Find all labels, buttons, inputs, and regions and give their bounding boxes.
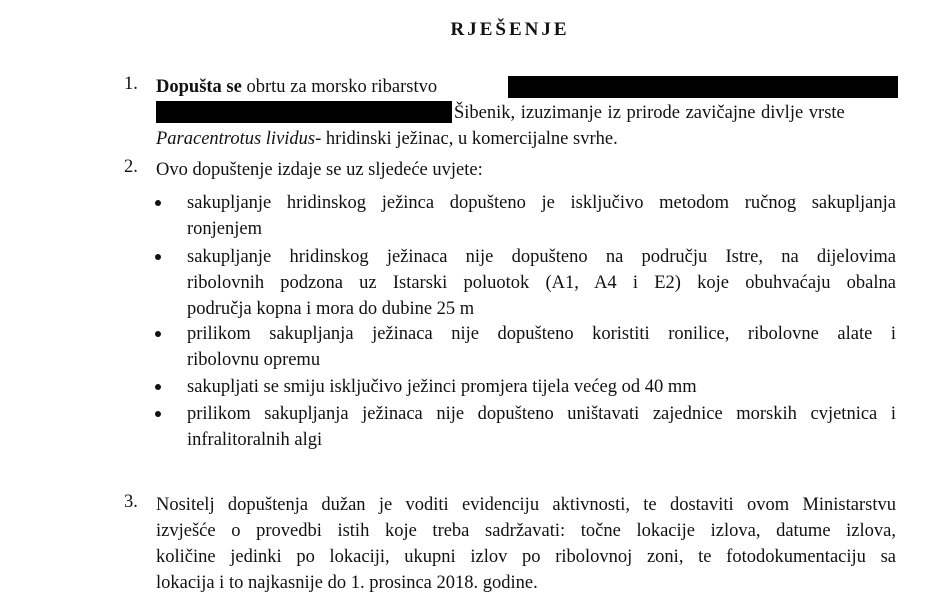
- condition-line: prilikom sakupljanja ježinaca nije dopušteno koristiti ronilice, ribolovne alate i: [187, 324, 896, 344]
- condition-item: [155, 374, 896, 400]
- condition-line: područja kopna i mora do dubine 25 m: [187, 299, 475, 319]
- item-number: 2.: [124, 157, 138, 177]
- bullet-dot: [155, 200, 161, 206]
- condition-line: prilikom sakupljanja ježinaca nije dopušteno uništavati zajednice morskih cvjetnica i: [187, 404, 896, 424]
- condition-line: sakupljati se smiju isključivo ježinci promjera tijela većeg od 40 mm: [187, 377, 697, 397]
- line-text: Šibenik, izuzimanje iz prirode zavičajne divlje vrste: [454, 103, 845, 123]
- condition-line: infralitoralnih algi: [187, 430, 323, 450]
- item-line: Nositelj dopuštenja dužan je voditi evidenciju aktivnosti, te dostaviti ovom Ministarstvu: [156, 495, 896, 515]
- condition-line: sakupljanje hridinskog ježinca dopušteno je isključivo metodom ručnog sakupljanja: [187, 193, 896, 213]
- condition-line: sakupljanje hridinskog ježinaca nije dopušteno na području Istre, na dijelovima: [187, 247, 896, 267]
- item-line: Ovo dopuštenje izdaje se uz sljedeće uvjete:: [156, 160, 483, 180]
- bullet-dot: [155, 411, 161, 417]
- bullet-dot: [155, 254, 161, 260]
- item-line: [156, 126, 896, 152]
- item-line: [156, 100, 896, 126]
- item-number: 1.: [124, 74, 138, 94]
- redaction-bar: [156, 101, 452, 123]
- bold-lead: Dopušta se: [156, 77, 242, 97]
- condition-item: [155, 190, 896, 242]
- condition-line: ronjenjem: [187, 219, 263, 239]
- condition-item: [155, 244, 896, 322]
- item-line: [156, 74, 896, 100]
- bullet-dot: [155, 384, 161, 390]
- item-text: [156, 157, 896, 183]
- item-line: lokacija i to najkasnije do 1. prosinca 2018. godine.: [156, 573, 538, 593]
- item-number: 3.: [124, 492, 138, 512]
- item-text: [156, 74, 896, 152]
- bullet-dot: [155, 331, 161, 337]
- item-text: [156, 492, 896, 596]
- condition-item: [155, 321, 896, 373]
- document-title: RJEŠENJE: [450, 19, 570, 40]
- condition-item: [155, 401, 896, 453]
- redaction-bar: [508, 76, 898, 98]
- item-line: količine jedinki po lokaciji, ukupni izlov po ribolovnoj zoni, te fotodokumentaciju sa: [156, 547, 896, 567]
- species-name: Paracentrotus lividus: [156, 129, 316, 149]
- line-text: - hridinski ježinac, u komercijalne svrhe.: [315, 129, 618, 149]
- line-text: obrtu za morsko ribarstvo: [246, 77, 438, 97]
- condition-line: ribolovnu opremu: [187, 350, 321, 370]
- condition-line: ribolovnih podzona uz Istarski poluotok (A1, A4 i E2) koje obuhvaćaju obalna: [187, 273, 896, 293]
- item-line: izvješće o provedbi istih koje treba sadržavati: točne lokacije izlova, datume izlova,: [156, 521, 896, 541]
